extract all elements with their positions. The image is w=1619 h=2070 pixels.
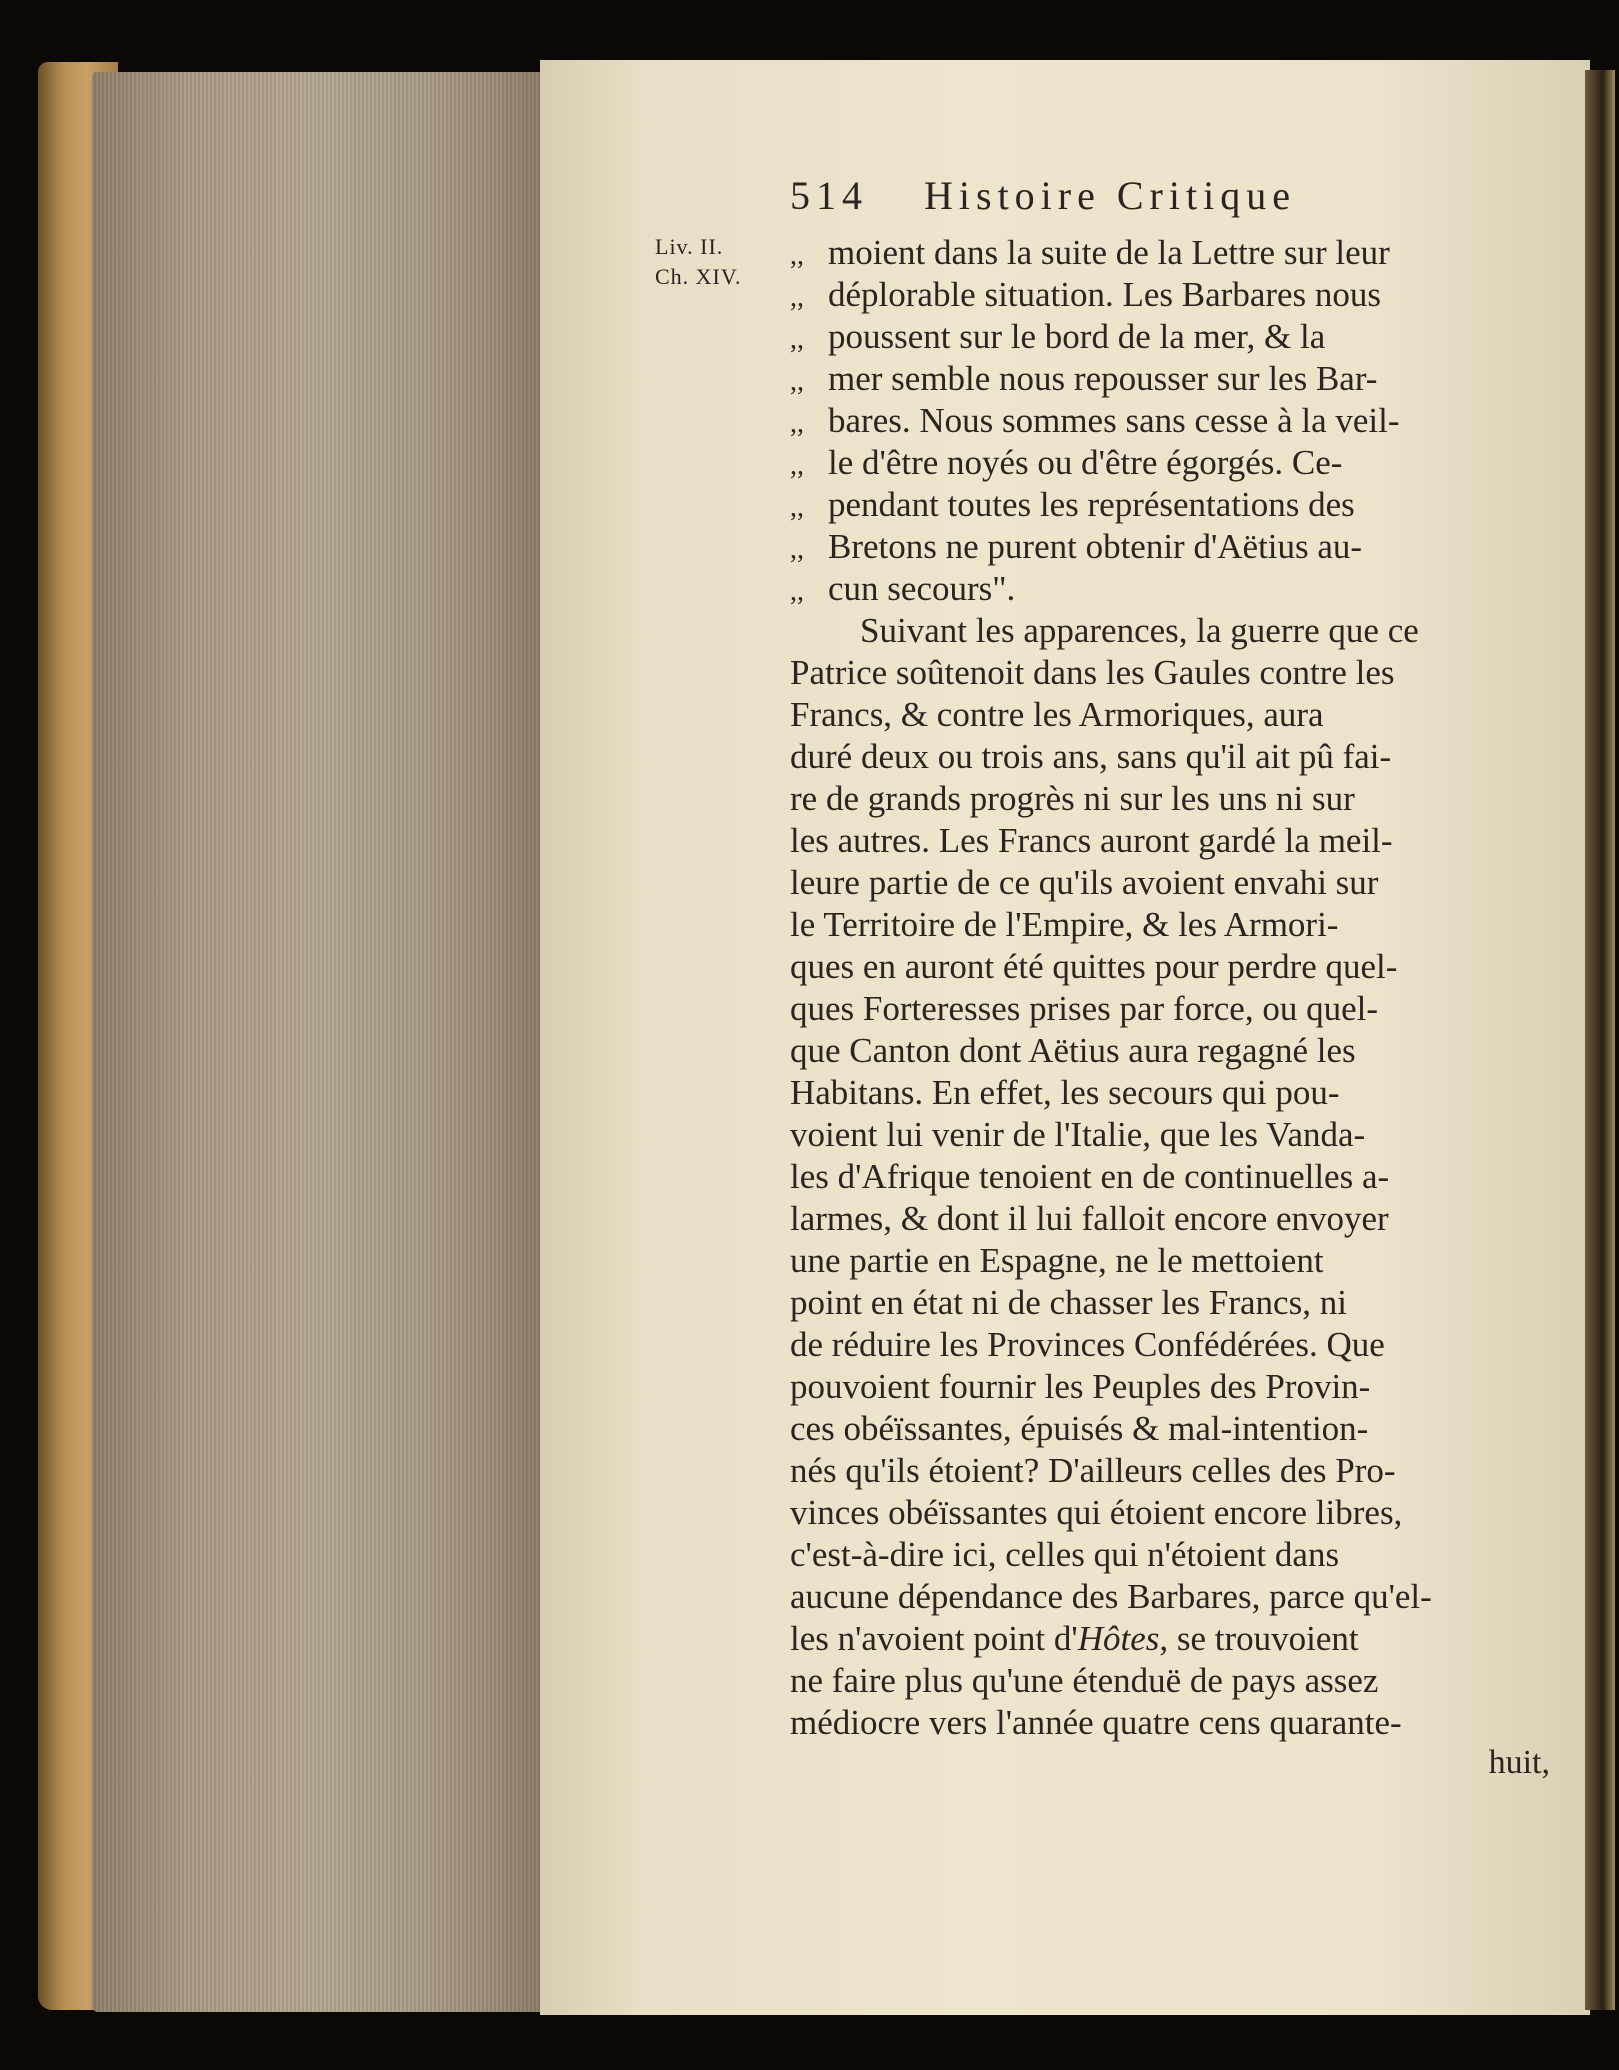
quoted-line: ,, cun secours". — [790, 568, 1550, 613]
body-line-with-italic: les n'avoient point d'Hôtes, se trouvoient — [790, 1619, 1359, 1658]
quoted-line: ,, le d'être noyés ou d'être égorgés. Ce- — [790, 442, 1550, 487]
body-line: médiocre vers l'année quatre cens quarante- — [790, 1703, 1402, 1742]
body-line: vinces obéïssantes qui étoient encore libres, — [790, 1493, 1403, 1532]
quote-marker: ,, — [790, 492, 804, 523]
quote-marker: ,, — [790, 240, 804, 271]
quote-marker: ,, — [790, 282, 804, 313]
running-head — [790, 172, 1440, 224]
body-line: ques en auront été quittes pour perdre quel- — [790, 947, 1398, 986]
running-title: Histoire Critique — [924, 173, 1296, 218]
quote-marker: ,, — [790, 576, 804, 607]
body-line: larmes, & dont il lui falloit encore envoyer — [790, 1199, 1389, 1238]
book-gutter — [1585, 70, 1615, 2010]
body-line: que Canton dont Aëtius aura regagné les — [790, 1031, 1356, 1070]
quote-marker: ,, — [790, 366, 804, 397]
marginal-note — [655, 232, 785, 292]
quote-marker: ,, — [790, 408, 804, 439]
quoted-line: ,, mer semble nous repousser sur les Bar- — [790, 358, 1550, 403]
body-line: Suivant les apparences, la guerre que ce — [860, 611, 1419, 650]
body-line: les d'Afrique tenoient en de continuelles a- — [790, 1157, 1390, 1196]
page-number: 514 — [790, 173, 868, 218]
body-line: nés qu'ils étoient? D'ailleurs celles des Pro- — [790, 1451, 1396, 1490]
body-line: Patrice soûtenoit dans les Gaules contre les — [790, 653, 1395, 692]
quote-marker: ,, — [790, 534, 804, 565]
body-line: leure partie de ce qu'ils avoient envahi sur — [790, 863, 1379, 902]
body-line: Francs, & contre les Armoriques, aura — [790, 695, 1324, 734]
body-line: c'est-à-dire ici, celles qui n'étoient dans — [790, 1535, 1340, 1574]
body-line: ces obéïssantes, épuisés & mal-intention- — [790, 1409, 1369, 1448]
quoted-line: ,, moient dans la suite de la Lettre sur leur — [790, 232, 1550, 277]
body-line: le Territoire de l'Empire, & les Armori- — [790, 905, 1339, 944]
body-line: pouvoient fournir les Peuples des Provin- — [790, 1367, 1371, 1406]
body-line: les autres. Les Francs auront gardé la meil- — [790, 821, 1393, 860]
body-line: ques Forteresses prises par force, ou quel- — [790, 989, 1379, 1028]
body-line: une partie en Espagne, ne le mettoient — [790, 1241, 1324, 1280]
quoted-line: ,, Bretons ne purent obtenir d'Aëtius au- — [790, 526, 1550, 571]
body-line: ne faire plus qu'une étenduë de pays assez — [790, 1661, 1379, 1700]
body-line: voient lui venir de l'Italie, que les Vanda- — [790, 1115, 1366, 1154]
marginal-chapter: Ch. XIV. — [655, 264, 742, 289]
marginal-book: Liv. II. — [655, 234, 724, 259]
body-line: point en état ni de chasser les Francs, ni — [790, 1283, 1347, 1322]
quoted-line: ,, bares. Nous sommes sans cesse à la veil- — [790, 400, 1550, 445]
quote-marker: ,, — [790, 450, 804, 481]
catchword: huit, — [1488, 1744, 1550, 1781]
italic-word: Hôtes — [1077, 1619, 1160, 1658]
quoted-line: ,, déplorable situation. Les Barbares nous — [790, 274, 1550, 319]
page-block-edges — [92, 72, 542, 2012]
body-line: re de grands progrès ni sur les uns ni sur — [790, 779, 1355, 818]
body-line: Habitans. En effet, les secours qui pou- — [790, 1073, 1340, 1112]
body-line: de réduire les Provinces Confédérées. Que — [790, 1325, 1385, 1364]
quote-marker: ,, — [790, 324, 804, 355]
body-line: duré deux ou trois ans, sans qu'il ait pû fai- — [790, 737, 1392, 776]
quoted-line: ,, poussent sur le bord de la mer, & la — [790, 316, 1550, 361]
body-line: aucune dépendance des Barbares, parce qu'el- — [790, 1577, 1432, 1616]
quoted-line: ,, pendant toutes les représentations des — [790, 484, 1550, 529]
